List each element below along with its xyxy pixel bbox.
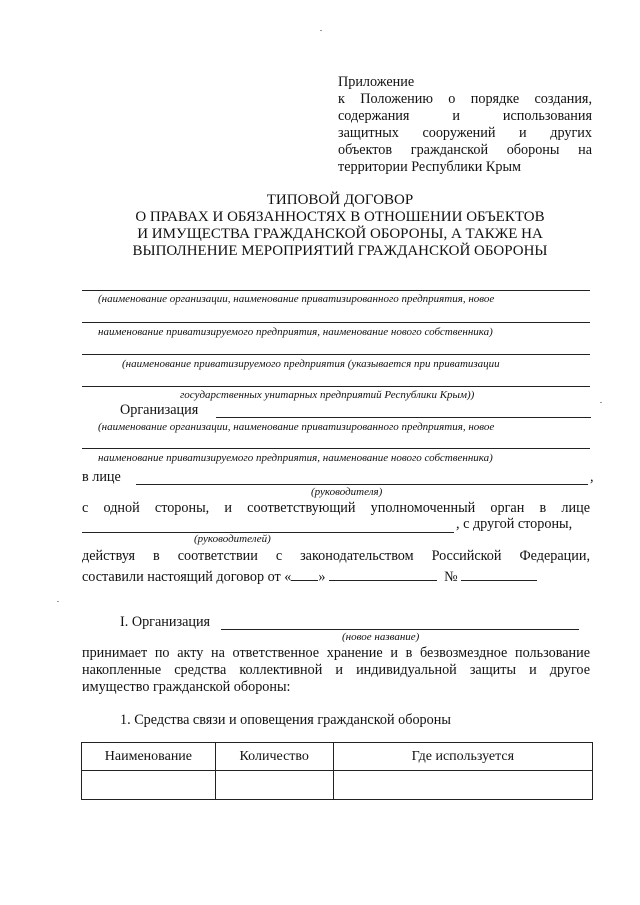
appendix-line: Приложение: [338, 74, 415, 90]
field-hint: (наименование организации, наименование приватизированного предприятия, новое: [98, 421, 495, 433]
field-hint: (руководителя): [311, 486, 383, 498]
field-hint: (наименование организации, наименование приватизированного предприятия, новое: [98, 293, 495, 305]
title-line: О ПРАВАХ И ОБЯЗАННОСТЯХ В ОТНОШЕНИИ ОБЪЕКТОВ: [135, 209, 545, 225]
col-header-quantity: Количество: [215, 743, 333, 771]
org-name-field[interactable]: [216, 417, 591, 418]
other-side-end: , с другой стороны,: [456, 516, 573, 532]
table-header-row: [82, 743, 593, 771]
new-name-field[interactable]: [221, 629, 579, 630]
fill-line[interactable]: [82, 290, 590, 291]
table-cell[interactable]: [82, 771, 216, 800]
field-hint: (новое название): [342, 631, 420, 643]
fill-line[interactable]: [82, 386, 590, 387]
month-year-field[interactable]: [329, 565, 437, 581]
in-person-label: в лице: [82, 469, 121, 485]
section-org-label: I. Организация: [120, 614, 211, 630]
compiled-prefix: составили настоящий договор от «: [82, 569, 292, 585]
org-label: Организация: [120, 402, 199, 418]
appendix-line: к Положению о порядке создания,: [338, 91, 592, 107]
other-side-text: с одной стороны, и соответствующий уполномоченный орган в лице: [82, 500, 590, 516]
field-hint: государственных унитарных предприятий Республики Крым)): [180, 389, 475, 401]
fill-line[interactable]: [82, 322, 590, 323]
document-title: [80, 192, 600, 260]
appendix-line: содержания и использования: [338, 108, 592, 124]
day-field[interactable]: [291, 565, 318, 581]
table-row: [82, 771, 593, 800]
fill-line[interactable]: [82, 354, 590, 355]
scan-speck: [57, 601, 59, 602]
number-sign: №: [444, 569, 458, 585]
comma: ,: [590, 469, 594, 485]
field-hint: наименование приватизируемого предприятия, наименование нового собственника): [98, 326, 493, 338]
section-paragraph-line: накопленные средства коллективной и индивидуальной защиты и другое: [82, 662, 590, 678]
contract-number-field[interactable]: [461, 565, 537, 581]
scan-speck: [320, 30, 322, 31]
col-header-name: Наименование: [82, 743, 216, 771]
appendix-line: объектов гражданской обороны на: [338, 142, 592, 158]
fill-line[interactable]: [82, 448, 590, 449]
section-paragraph-line: имущество гражданской обороны:: [82, 679, 291, 695]
appendix-block: [338, 74, 592, 176]
table-cell[interactable]: [215, 771, 333, 800]
head-name-field[interactable]: [136, 484, 588, 485]
field-hint: (руководителей): [194, 533, 271, 545]
quote-close: »: [318, 569, 326, 585]
col-header-usage: Где используется: [333, 743, 592, 771]
compiled-line: [82, 565, 537, 586]
title-line: ВЫПОЛНЕНИЕ МЕРОПРИЯТИЙ ГРАЖДАНСКОЙ ОБОРОНЫ: [132, 243, 548, 259]
field-hint: наименование приватизируемого предприятия, наименование нового собственника): [98, 452, 493, 464]
appendix-line: защитных сооружений и других: [338, 125, 592, 141]
title-line: И ИМУЩЕСТВА ГРАЖДАНСКОЙ ОБОРОНЫ, А ТАКЖЕ НА: [137, 226, 543, 242]
table-cell[interactable]: [333, 771, 592, 800]
acting-text: действуя в соответствии с законодательством Российской Федерации,: [82, 548, 590, 564]
scan-speck: [600, 402, 602, 403]
title-line: ТИПОВОЙ ДОГОВОР: [266, 192, 414, 208]
subsection-heading: 1. Средства связи и оповещения гражданской обороны: [120, 712, 451, 728]
equipment-table: [81, 742, 593, 800]
appendix-line: территории Республики Крым: [338, 159, 521, 175]
section-paragraph-line: принимает по акту на ответственное хранение и в безвозмездное пользование: [82, 645, 590, 661]
field-hint: (наименование приватизируемого предприятия (указывается при приватизации: [122, 358, 500, 370]
